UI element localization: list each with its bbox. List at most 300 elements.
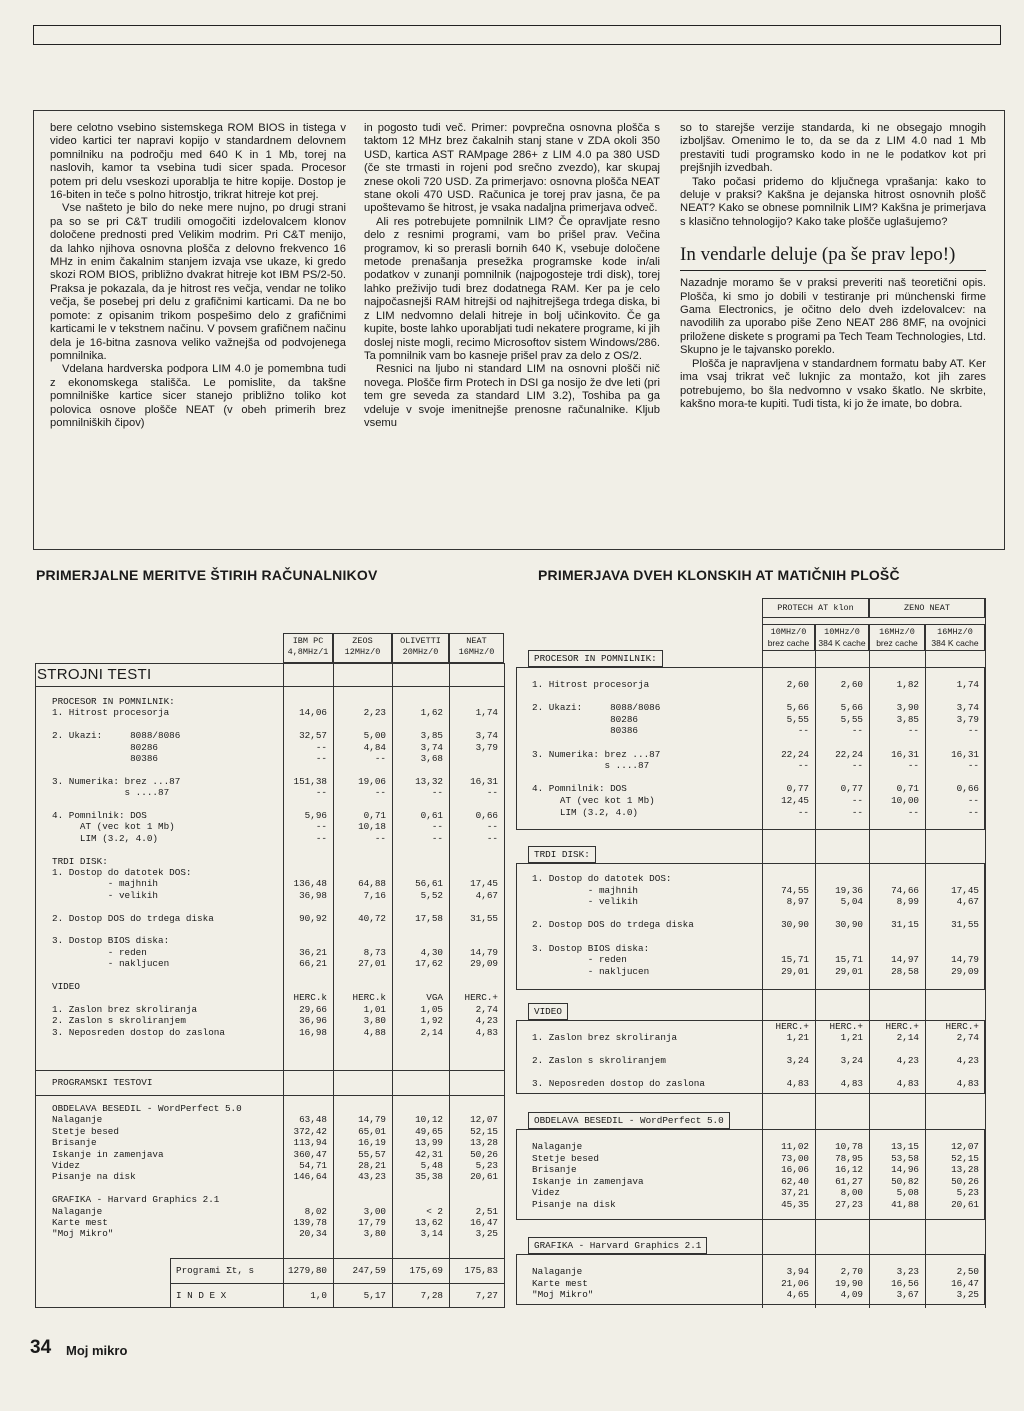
cell-value: 13,62 bbox=[415, 1217, 443, 1228]
index-value: 1,0 bbox=[310, 1290, 327, 1301]
row-label: 80386 bbox=[532, 725, 639, 737]
row-label: AT (vec kot 1 Mb) bbox=[52, 821, 175, 833]
cell-value: -- bbox=[851, 725, 863, 737]
cell-value: 5,66 bbox=[786, 702, 809, 714]
column-header-line: 10MHz/0 bbox=[824, 627, 860, 637]
cell-value: 4,23 bbox=[475, 1015, 498, 1027]
cell-value: 372,42 bbox=[293, 1125, 327, 1137]
cell-value: 2,70 bbox=[840, 1266, 863, 1277]
row-label: Stetje besed bbox=[52, 1125, 119, 1137]
row-label: - reden bbox=[52, 946, 147, 958]
cell-value: 14,79 bbox=[358, 1114, 386, 1126]
column-header bbox=[925, 624, 985, 651]
cell-value: 3,67 bbox=[896, 1289, 919, 1301]
cell-value: 19,90 bbox=[835, 1277, 863, 1289]
paragraph: bere celotno vsebino sistemskega ROM BIOS in tistega v video kartici ter napravi kopijo v standardnem delovnem pomnilniku na področju med 640 K in 1 Mb, torej na naslovih, kamor ta vsebina tudi sicer spada. Procesor potem pri delu vseskozi uporablja te hitre kopije. Dostop je 16-biten in teče s polno hitrostjo, trikrat hitreje kot prej. bbox=[50, 122, 346, 202]
paragraph: Tako počasi pridemo do ključnega vprašanja: kako to deluje v praksi? Kakšna je dejanska hitrost osnovnih plošč NEAT? Kako se obnese pomnilnik LIM? Kakšna je primerjava s klasično tehnologijo? Kako take plošče uglašujemo? bbox=[680, 175, 986, 228]
cell-value: 5,23 bbox=[956, 1187, 979, 1199]
cell-value: 13,28 bbox=[951, 1164, 979, 1176]
cell-value: 8,97 bbox=[786, 896, 809, 908]
cell-value: 43,23 bbox=[358, 1171, 386, 1183]
cell-value: 74,55 bbox=[781, 884, 809, 896]
cell-value: 2,23 bbox=[363, 707, 386, 719]
cell-value: -- bbox=[486, 787, 498, 799]
cell-value: 2,74 bbox=[475, 1003, 498, 1015]
cell-value: 0,61 bbox=[420, 810, 443, 821]
article-column-3 bbox=[680, 122, 986, 411]
column-header-line: 10MHz/0 bbox=[770, 627, 807, 637]
cell-value: 27,23 bbox=[835, 1199, 863, 1210]
column-header-line: OLIVETTI bbox=[400, 636, 441, 646]
row-label: 2. Ukazi: 8088/8086 bbox=[532, 702, 661, 714]
column-header-line: 12MHz/0 bbox=[344, 646, 381, 657]
column-header bbox=[449, 633, 504, 663]
cell-value: 2,51 bbox=[475, 1205, 498, 1217]
cell-value: 13,28 bbox=[470, 1137, 498, 1149]
cell-value: 56,61 bbox=[415, 878, 443, 890]
column-header-line: brez cache bbox=[767, 637, 810, 648]
row-label: Iskanje in zamenjava bbox=[532, 1175, 644, 1187]
right-table-title: PRIMERJAVA DVEH KLONSKIH AT MATIČNIH PLOŠČ bbox=[538, 567, 900, 583]
group-header bbox=[762, 598, 869, 618]
cell-value: 3,85 bbox=[896, 713, 919, 725]
row-label: "Moj Mikro" bbox=[52, 1228, 114, 1240]
cell-value: 1,21 bbox=[786, 1032, 809, 1044]
rule bbox=[170, 1283, 505, 1284]
column-header-line: 16MHz/0 bbox=[937, 627, 973, 637]
column-header bbox=[392, 633, 449, 663]
cell-value: -- bbox=[851, 806, 863, 818]
cell-value: -- bbox=[907, 760, 919, 772]
row-label: 1. Zaslon brez skroliranja bbox=[52, 1003, 198, 1015]
cell-value: 1,74 bbox=[475, 707, 498, 719]
cell-value: 16,31 bbox=[470, 775, 498, 787]
section-label: STROJNI TESTI bbox=[37, 666, 152, 683]
cell-value: 35,38 bbox=[415, 1171, 443, 1183]
cell-value: 4,83 bbox=[786, 1078, 809, 1089]
row-label: 3. Numerika: brez ...87 bbox=[52, 775, 181, 787]
group-tag: VIDEO bbox=[528, 1003, 568, 1020]
cell-value: 3,14 bbox=[420, 1228, 443, 1240]
group-tag: PROCESOR IN POMNILNIK: bbox=[528, 650, 663, 667]
row-label: Nalaganje bbox=[532, 1141, 583, 1152]
cell-value: 29,09 bbox=[470, 958, 498, 970]
cell-value: 15,71 bbox=[835, 954, 863, 966]
column-header-line: IBM PC bbox=[292, 636, 324, 646]
cell-value: 42,31 bbox=[415, 1148, 443, 1160]
row-label: 2. Ukazi: 8088/8086 bbox=[52, 730, 181, 742]
cell-value: -- bbox=[431, 787, 443, 799]
cell-value: 4,83 bbox=[840, 1078, 863, 1089]
paragraph: Nazadnje moramo še v praksi preveriti naš teoretični opis. Plošča, ki smo jo dobili v testiranje pri münchenski firme Gama Electronics, je očitno delo dveh izdelovalcev: na navodilih za uporabo piše Zeno NEAT 286 8MF, na ovojnici priložene diskete s programi pa Tech Team Technologies, Ltd. Skupno je le tajvansko poreklo. bbox=[680, 277, 986, 357]
group-tag: GRAFIKA - Harvard Graphics 2.1 bbox=[528, 1237, 707, 1254]
row-label: 2. Dostop DOS do trdega diska bbox=[52, 912, 214, 924]
cell-value: -- bbox=[851, 795, 863, 806]
cell-value: 4,67 bbox=[475, 889, 498, 901]
cell-value: HERC.+ bbox=[775, 1021, 809, 1032]
cell-value: 31,55 bbox=[951, 919, 979, 931]
row-label: - nakljucen bbox=[52, 958, 170, 970]
cell-value: -- bbox=[315, 787, 327, 799]
row-label: 1. Hitrost procesorja bbox=[532, 679, 650, 690]
cell-value: -- bbox=[315, 832, 327, 844]
cell-value: 17,45 bbox=[470, 878, 498, 890]
cell-value: 3,24 bbox=[840, 1055, 863, 1067]
cell-value: 78,95 bbox=[835, 1152, 863, 1164]
row-label: 80286 bbox=[52, 741, 159, 753]
cell-value: 3,79 bbox=[956, 713, 979, 725]
cell-value: 17,45 bbox=[951, 884, 979, 896]
cell-value: 36,98 bbox=[299, 889, 327, 901]
cell-value: 8,73 bbox=[363, 946, 386, 958]
cell-value: HERC.+ bbox=[829, 1021, 863, 1032]
cell-value: 2,74 bbox=[956, 1032, 979, 1044]
cell-value: 4,83 bbox=[956, 1078, 979, 1089]
cell-value: 3,80 bbox=[363, 1015, 386, 1027]
cell-value: 50,82 bbox=[891, 1175, 919, 1187]
cell-value: 3,00 bbox=[363, 1205, 386, 1217]
row-label: Nalaganje bbox=[52, 1205, 103, 1217]
cell-value: -- bbox=[851, 760, 863, 772]
cell-value: 139,78 bbox=[293, 1217, 327, 1228]
column-header-line: 16MHz/0 bbox=[458, 646, 495, 657]
cell-value: 1,74 bbox=[956, 679, 979, 690]
column-header-line: NEAT bbox=[466, 636, 487, 646]
cell-value: 20,34 bbox=[299, 1228, 327, 1240]
cell-value: 16,31 bbox=[891, 748, 919, 760]
group-tag: OBDELAVA BESEDIL - WordPerfect 5.0 bbox=[528, 1112, 730, 1129]
row-label: 3. Dostop BIOS diska: bbox=[52, 935, 170, 947]
row-label: 3. Neposreden dostop do zaslona bbox=[532, 1078, 705, 1089]
row-label: 1. Hitrost procesorja bbox=[52, 707, 170, 719]
cell-value: 2,50 bbox=[956, 1266, 979, 1277]
cell-value: 54,71 bbox=[299, 1160, 327, 1171]
cell-value: 30,90 bbox=[781, 919, 809, 931]
row-label: PROCESOR IN POMNILNIK: bbox=[52, 696, 175, 707]
cell-value: 360,47 bbox=[293, 1148, 327, 1160]
row-label: - reden bbox=[532, 954, 627, 966]
section-label: PROGRAMSKI TESTOVI bbox=[52, 1077, 153, 1088]
column-header-line: 4,8MHz/1 bbox=[287, 646, 329, 657]
column-header-line: ZEOS bbox=[352, 636, 373, 646]
row-label: Pisanje na disk bbox=[532, 1199, 616, 1210]
cell-value: 16,98 bbox=[299, 1026, 327, 1038]
cell-value: 32,57 bbox=[299, 730, 327, 742]
row-label: 1. Dostop do datotek DOS: bbox=[532, 873, 672, 884]
cell-value: 10,78 bbox=[835, 1141, 863, 1152]
row-label: 1. Zaslon brez skroliranja bbox=[532, 1032, 678, 1044]
cell-value: 4,67 bbox=[956, 896, 979, 908]
row-label: AT (vec kot 1 Mb) bbox=[532, 795, 655, 806]
cell-value: 16,06 bbox=[781, 1164, 809, 1176]
row-label: 4. Pomnilnik: DOS bbox=[532, 783, 627, 795]
cell-value: 17,62 bbox=[415, 958, 443, 970]
cell-value: -- bbox=[797, 760, 809, 772]
cell-value: HERC.+ bbox=[945, 1021, 979, 1032]
cell-value: -- bbox=[315, 741, 327, 753]
row-label: Karte mest bbox=[532, 1277, 588, 1289]
cell-value: 61,27 bbox=[835, 1175, 863, 1187]
cell-value: 3,25 bbox=[956, 1289, 979, 1301]
left-table-title: PRIMERJALNE MERITVE ŠTIRIH RAČUNALNIKOV bbox=[36, 567, 378, 583]
cell-value: -- bbox=[374, 753, 386, 764]
cell-value: 65,01 bbox=[358, 1125, 386, 1137]
cell-value: 29,01 bbox=[835, 965, 863, 977]
row-label: Pisanje na disk bbox=[52, 1171, 136, 1183]
row-label: Iskanje in zamenjava bbox=[52, 1148, 164, 1160]
row-label: Karte mest bbox=[52, 1217, 108, 1228]
header-frame bbox=[33, 25, 1001, 45]
magazine-name: Moj mikro bbox=[66, 1343, 128, 1358]
cell-value: 3,25 bbox=[475, 1228, 498, 1240]
row-label: s ....87 bbox=[532, 760, 650, 772]
index-value: 7,27 bbox=[475, 1290, 498, 1301]
cell-value: 49,65 bbox=[415, 1125, 443, 1137]
cell-value: 13,15 bbox=[891, 1141, 919, 1152]
cell-value: -- bbox=[374, 832, 386, 844]
row-label: "Moj Mikro" bbox=[532, 1289, 594, 1301]
cell-value: 14,97 bbox=[891, 954, 919, 966]
cell-value: 10,12 bbox=[415, 1114, 443, 1126]
row-label: Brisanje bbox=[532, 1164, 577, 1176]
cell-value: HERC.k bbox=[352, 992, 386, 1004]
cell-value: 28,58 bbox=[891, 965, 919, 977]
cell-value: 14,06 bbox=[299, 707, 327, 719]
cell-value: HERC.+ bbox=[885, 1021, 919, 1032]
cell-value: -- bbox=[967, 795, 979, 806]
cell-value: -- bbox=[967, 806, 979, 818]
cell-value: 5,04 bbox=[840, 896, 863, 908]
cell-value: 19,06 bbox=[358, 775, 386, 787]
cell-value: 4,09 bbox=[840, 1289, 863, 1301]
row-label: Nalaganje bbox=[52, 1114, 103, 1126]
row-label: LIM (3.2, 4.0) bbox=[532, 806, 639, 818]
cell-value: 52,15 bbox=[951, 1152, 979, 1164]
cell-value: -- bbox=[374, 787, 386, 799]
row-label: - majhnih bbox=[52, 878, 159, 890]
cell-value: 0,66 bbox=[956, 783, 979, 795]
article-column-1 bbox=[50, 122, 346, 430]
column-header bbox=[762, 624, 815, 651]
cell-value: 16,56 bbox=[891, 1277, 919, 1289]
cell-value: 62,40 bbox=[781, 1175, 809, 1187]
cell-value: 27,01 bbox=[358, 958, 386, 970]
cell-value: 50,26 bbox=[951, 1175, 979, 1187]
cell-value: -- bbox=[315, 821, 327, 833]
cell-value: 5,66 bbox=[840, 702, 863, 714]
cell-value: 4,65 bbox=[786, 1289, 809, 1301]
cell-value: 17,58 bbox=[415, 912, 443, 924]
cell-value: < 2 bbox=[426, 1205, 443, 1217]
paragraph: in pogosto tudi več. Primer: povprečna osnovna plošča s taktom 12 MHz brez čakalnih stanj stane v ZDA okoli 350 USD, kartica AST RAMpage 286+ z LIM 4.0 pa 380 USD (če ste trmasti in rojeni pod srečno zvezdo), kar skupaj znese okoli 720 USD. Za primerjavo: osnovna plošča NEAT stane okoli 470 USD. Računica je torej prav jasna, če pa upoštevamo še hitrost, je vsaka nadaljna primerjava odveč. bbox=[364, 122, 660, 215]
cell-value: 4,83 bbox=[896, 1078, 919, 1089]
cell-value: 17,79 bbox=[358, 1217, 386, 1228]
cell-value: 20,61 bbox=[951, 1199, 979, 1210]
cell-value: 21,06 bbox=[781, 1277, 809, 1289]
cell-value: 14,79 bbox=[470, 946, 498, 958]
paragraph: Vse našteto je bilo do neke mere nujno, po drugi strani pa so se pri C&T trudili omogočiti izdelovalcem klonov določene prednosti pred Velikim modrim. Pri C&T menijo, da lahko njihova osnovna plošča z delovno frekvenco 16 MHz in enim čakalnim stanjem izvaja vse ukaze, ki gredo skozi ROM BIOS, približno dvakrat hitreje kot IBM PS/2-50. Praksa je pokazala, da je hitrost res večja, vendar ne toliko večja, še posebej pri delu z grafičnimi karticami. Da ne bo pomote: z opisanim trikom pospešimo delo z grafičnimi karticami le v tekstnem načinu. V povsem grafičnem načinu dela je 16-bitna zasnova veliko važnejša od podvojenega pomnilnika. bbox=[50, 202, 346, 362]
cell-value: 28,21 bbox=[358, 1160, 386, 1171]
row-label: 4. Pomnilnik: DOS bbox=[52, 810, 147, 821]
cell-value: 1,01 bbox=[363, 1003, 386, 1015]
paragraph: Resnici na ljubo ni standard LIM na osnovni plošči nič novega. Plošče firm Protech in DSI ga nosijo že dve leti (pri tem gre seveda za standard LIM 3.2), Toshiba pa ga vdeluje v svoje imenitnejše prenosne računalnike. Kljub vsemu bbox=[364, 363, 660, 429]
cell-value: 3,94 bbox=[786, 1266, 809, 1277]
cell-value: 53,58 bbox=[891, 1152, 919, 1164]
cell-value: 1,92 bbox=[420, 1015, 443, 1027]
row-label: 3. Dostop BIOS diska: bbox=[532, 942, 650, 954]
row-label: Brisanje bbox=[52, 1137, 97, 1149]
section-heading: In vendarle deluje (pa še prav lepo!) bbox=[680, 244, 986, 271]
cell-value: 4,23 bbox=[956, 1055, 979, 1067]
cell-value: 14,79 bbox=[951, 954, 979, 966]
row-label: - nakljucen bbox=[532, 965, 650, 977]
cell-value: 146,64 bbox=[293, 1171, 327, 1183]
paragraph: so to starejše verzije standarda, ki ne obsegajo mnogih izboljšav. Omenimo le to, da se da z LIM 4.0 nad 1 Mb prestaviti tudi programsko kodo in ne le podatkov kot pri prejšnjih izvedbah. bbox=[680, 122, 986, 175]
row-label: s ....87 bbox=[52, 787, 170, 799]
paragraph: Ali res potrebujete pomnilnik LIM? Če opravljate resno delo z resnimi programi, vam bo prišel prav. Večina programov, ki so prerasli bornih 640 K, vsebuje določene metode prenašanja presežka programske kode in/ali podatkov v zunanji pomnilnik (najpogosteje trdi disk), torej lahko preživijo tudi brez dodatnega RAM. Ker pa je celo najpočasnejši RAM hitrejši od najhitrejšega trdega diska, bi z LIM nedvomno delali hitreje in bolj učinkovito. Če ga kupite, boste lahko uporabljati tudi nekatere programe, ki jih doslej niste mogli, recimo Microsoftov sistem Windows/286. Ta pomnilnik vam bo kasneje prišel prav za delo z OS/2. bbox=[364, 215, 660, 362]
cell-value: 2,14 bbox=[420, 1026, 443, 1038]
rule bbox=[170, 1258, 171, 1308]
cell-value: 136,48 bbox=[293, 878, 327, 890]
cell-value: 20,61 bbox=[470, 1171, 498, 1183]
cell-value: -- bbox=[486, 832, 498, 844]
row-label: 2. Zaslon s skroliranjem bbox=[52, 1015, 186, 1027]
cell-value: 15,71 bbox=[781, 954, 809, 966]
cell-value: 1,62 bbox=[420, 707, 443, 719]
sum-value: 175,83 bbox=[464, 1265, 498, 1276]
cell-value: 1,82 bbox=[896, 679, 919, 690]
cell-value: 113,94 bbox=[293, 1137, 327, 1149]
row-label: - velikih bbox=[52, 889, 159, 901]
row-label: GRAFIKA - Harvard Graphics 2.1 bbox=[52, 1194, 220, 1206]
column-header-line: brez cache bbox=[876, 637, 918, 648]
cell-value: 3,74 bbox=[956, 702, 979, 714]
row-label: - velikih bbox=[532, 896, 639, 908]
cell-value: 13,32 bbox=[415, 775, 443, 787]
cell-value: 5,23 bbox=[475, 1160, 498, 1171]
index-label: I N D E X bbox=[176, 1290, 227, 1301]
cell-value: 29,01 bbox=[781, 965, 809, 977]
cell-value: 5,00 bbox=[363, 730, 386, 742]
cell-value: 14,96 bbox=[891, 1164, 919, 1176]
column-header-line: 384 K cache bbox=[818, 637, 866, 648]
column-header-line: 16MHz/0 bbox=[879, 627, 915, 637]
cell-value: 31,55 bbox=[470, 912, 498, 924]
cell-value: 3,74 bbox=[420, 741, 443, 753]
cell-value: 8,02 bbox=[304, 1205, 327, 1217]
cell-value: 5,55 bbox=[840, 713, 863, 725]
paragraph: Vdelana hardverska podpora LIM 4.0 je pomembna tudi z ekonomskega stališča. Le pomislite, da takšne pomnilniške kartice sicer stanejo približno toliko kot polovica osnove plošče NEAT (v obeh primerih brez pomnilniških čipov) bbox=[50, 363, 346, 429]
column-header bbox=[283, 633, 333, 663]
cell-value: -- bbox=[907, 725, 919, 737]
sum-label: Programi Σt, s bbox=[176, 1265, 255, 1276]
cell-value: 5,55 bbox=[786, 713, 809, 725]
cell-value: 0,71 bbox=[896, 783, 919, 795]
column-header bbox=[815, 624, 869, 651]
cell-value: 8,99 bbox=[896, 896, 919, 908]
cell-value: 16,12 bbox=[835, 1164, 863, 1176]
cell-value: 4,30 bbox=[420, 946, 443, 958]
cell-value: 2,60 bbox=[840, 679, 863, 690]
cell-value: 0,66 bbox=[475, 810, 498, 821]
cell-value: 4,84 bbox=[363, 741, 386, 753]
cell-value: 3,24 bbox=[786, 1055, 809, 1067]
rule bbox=[35, 1095, 505, 1096]
rule bbox=[35, 686, 505, 687]
cell-value: 5,96 bbox=[304, 810, 327, 821]
page-number: 34 bbox=[30, 1337, 52, 1358]
index-value: 5,17 bbox=[363, 1290, 386, 1301]
cell-value: 8,00 bbox=[840, 1187, 863, 1199]
cell-value: 55,57 bbox=[358, 1148, 386, 1160]
cell-value: 36,96 bbox=[299, 1015, 327, 1027]
cell-value: HERC.k bbox=[293, 992, 327, 1004]
group-header bbox=[869, 598, 985, 618]
cell-value: 30,90 bbox=[835, 919, 863, 931]
cell-value: 16,19 bbox=[358, 1137, 386, 1149]
row-label: LIM (3.2, 4.0) bbox=[52, 832, 159, 844]
cell-value: HERC.+ bbox=[464, 992, 498, 1004]
cell-value: -- bbox=[315, 753, 327, 764]
row-label: Videz bbox=[52, 1160, 80, 1171]
group-header-label: PROTECH AT klon bbox=[777, 603, 854, 613]
cell-value: 2,14 bbox=[896, 1032, 919, 1044]
column-header-line: 384 K cache bbox=[931, 637, 979, 648]
cell-value: 12,07 bbox=[470, 1114, 498, 1126]
row-label: TRDI DISK: bbox=[52, 855, 108, 867]
cell-value: 3,85 bbox=[420, 730, 443, 742]
cell-value: 3,23 bbox=[896, 1266, 919, 1277]
cell-value: 29,09 bbox=[951, 965, 979, 977]
cell-value: 151,38 bbox=[293, 775, 327, 787]
cell-value: 5,52 bbox=[420, 889, 443, 901]
row-label: 80386 bbox=[52, 753, 159, 764]
cell-value: 12,07 bbox=[951, 1141, 979, 1152]
cell-value: 4,83 bbox=[475, 1026, 498, 1038]
column-header bbox=[869, 624, 925, 651]
cell-value: -- bbox=[797, 806, 809, 818]
group-tag: TRDI DISK: bbox=[528, 846, 596, 863]
sum-value: 1279,80 bbox=[287, 1265, 327, 1276]
row-label: 3. Neposreden dostop do zaslona bbox=[52, 1026, 225, 1038]
cell-value: 19,36 bbox=[835, 884, 863, 896]
cell-value: 64,88 bbox=[358, 878, 386, 890]
cell-value: 5,48 bbox=[420, 1160, 443, 1171]
cell-value: 4,23 bbox=[896, 1055, 919, 1067]
row-label: 80286 bbox=[532, 713, 639, 725]
cell-value: 10,18 bbox=[358, 821, 386, 833]
cell-value: 16,47 bbox=[951, 1277, 979, 1289]
cell-value: 37,21 bbox=[781, 1187, 809, 1199]
cell-value: -- bbox=[907, 806, 919, 818]
cell-value: VGA bbox=[426, 992, 443, 1004]
row-label: Nalaganje bbox=[532, 1266, 583, 1277]
sum-value: 247,59 bbox=[352, 1265, 386, 1276]
cell-value: 41,88 bbox=[891, 1199, 919, 1210]
row-label: VIDEO bbox=[52, 981, 80, 992]
cell-value: 22,24 bbox=[835, 748, 863, 760]
cell-value: 36,21 bbox=[299, 946, 327, 958]
cell-value: 0,77 bbox=[840, 783, 863, 795]
cell-value: -- bbox=[431, 821, 443, 833]
row-label: - majhnih bbox=[532, 884, 639, 896]
cell-value: 3,68 bbox=[420, 753, 443, 764]
column-header bbox=[333, 633, 392, 663]
cell-value: 11,02 bbox=[781, 1141, 809, 1152]
cell-value: -- bbox=[967, 760, 979, 772]
row-label: OBDELAVA BESEDIL - WordPerfect 5.0 bbox=[52, 1103, 242, 1114]
article-column-2 bbox=[364, 122, 660, 430]
